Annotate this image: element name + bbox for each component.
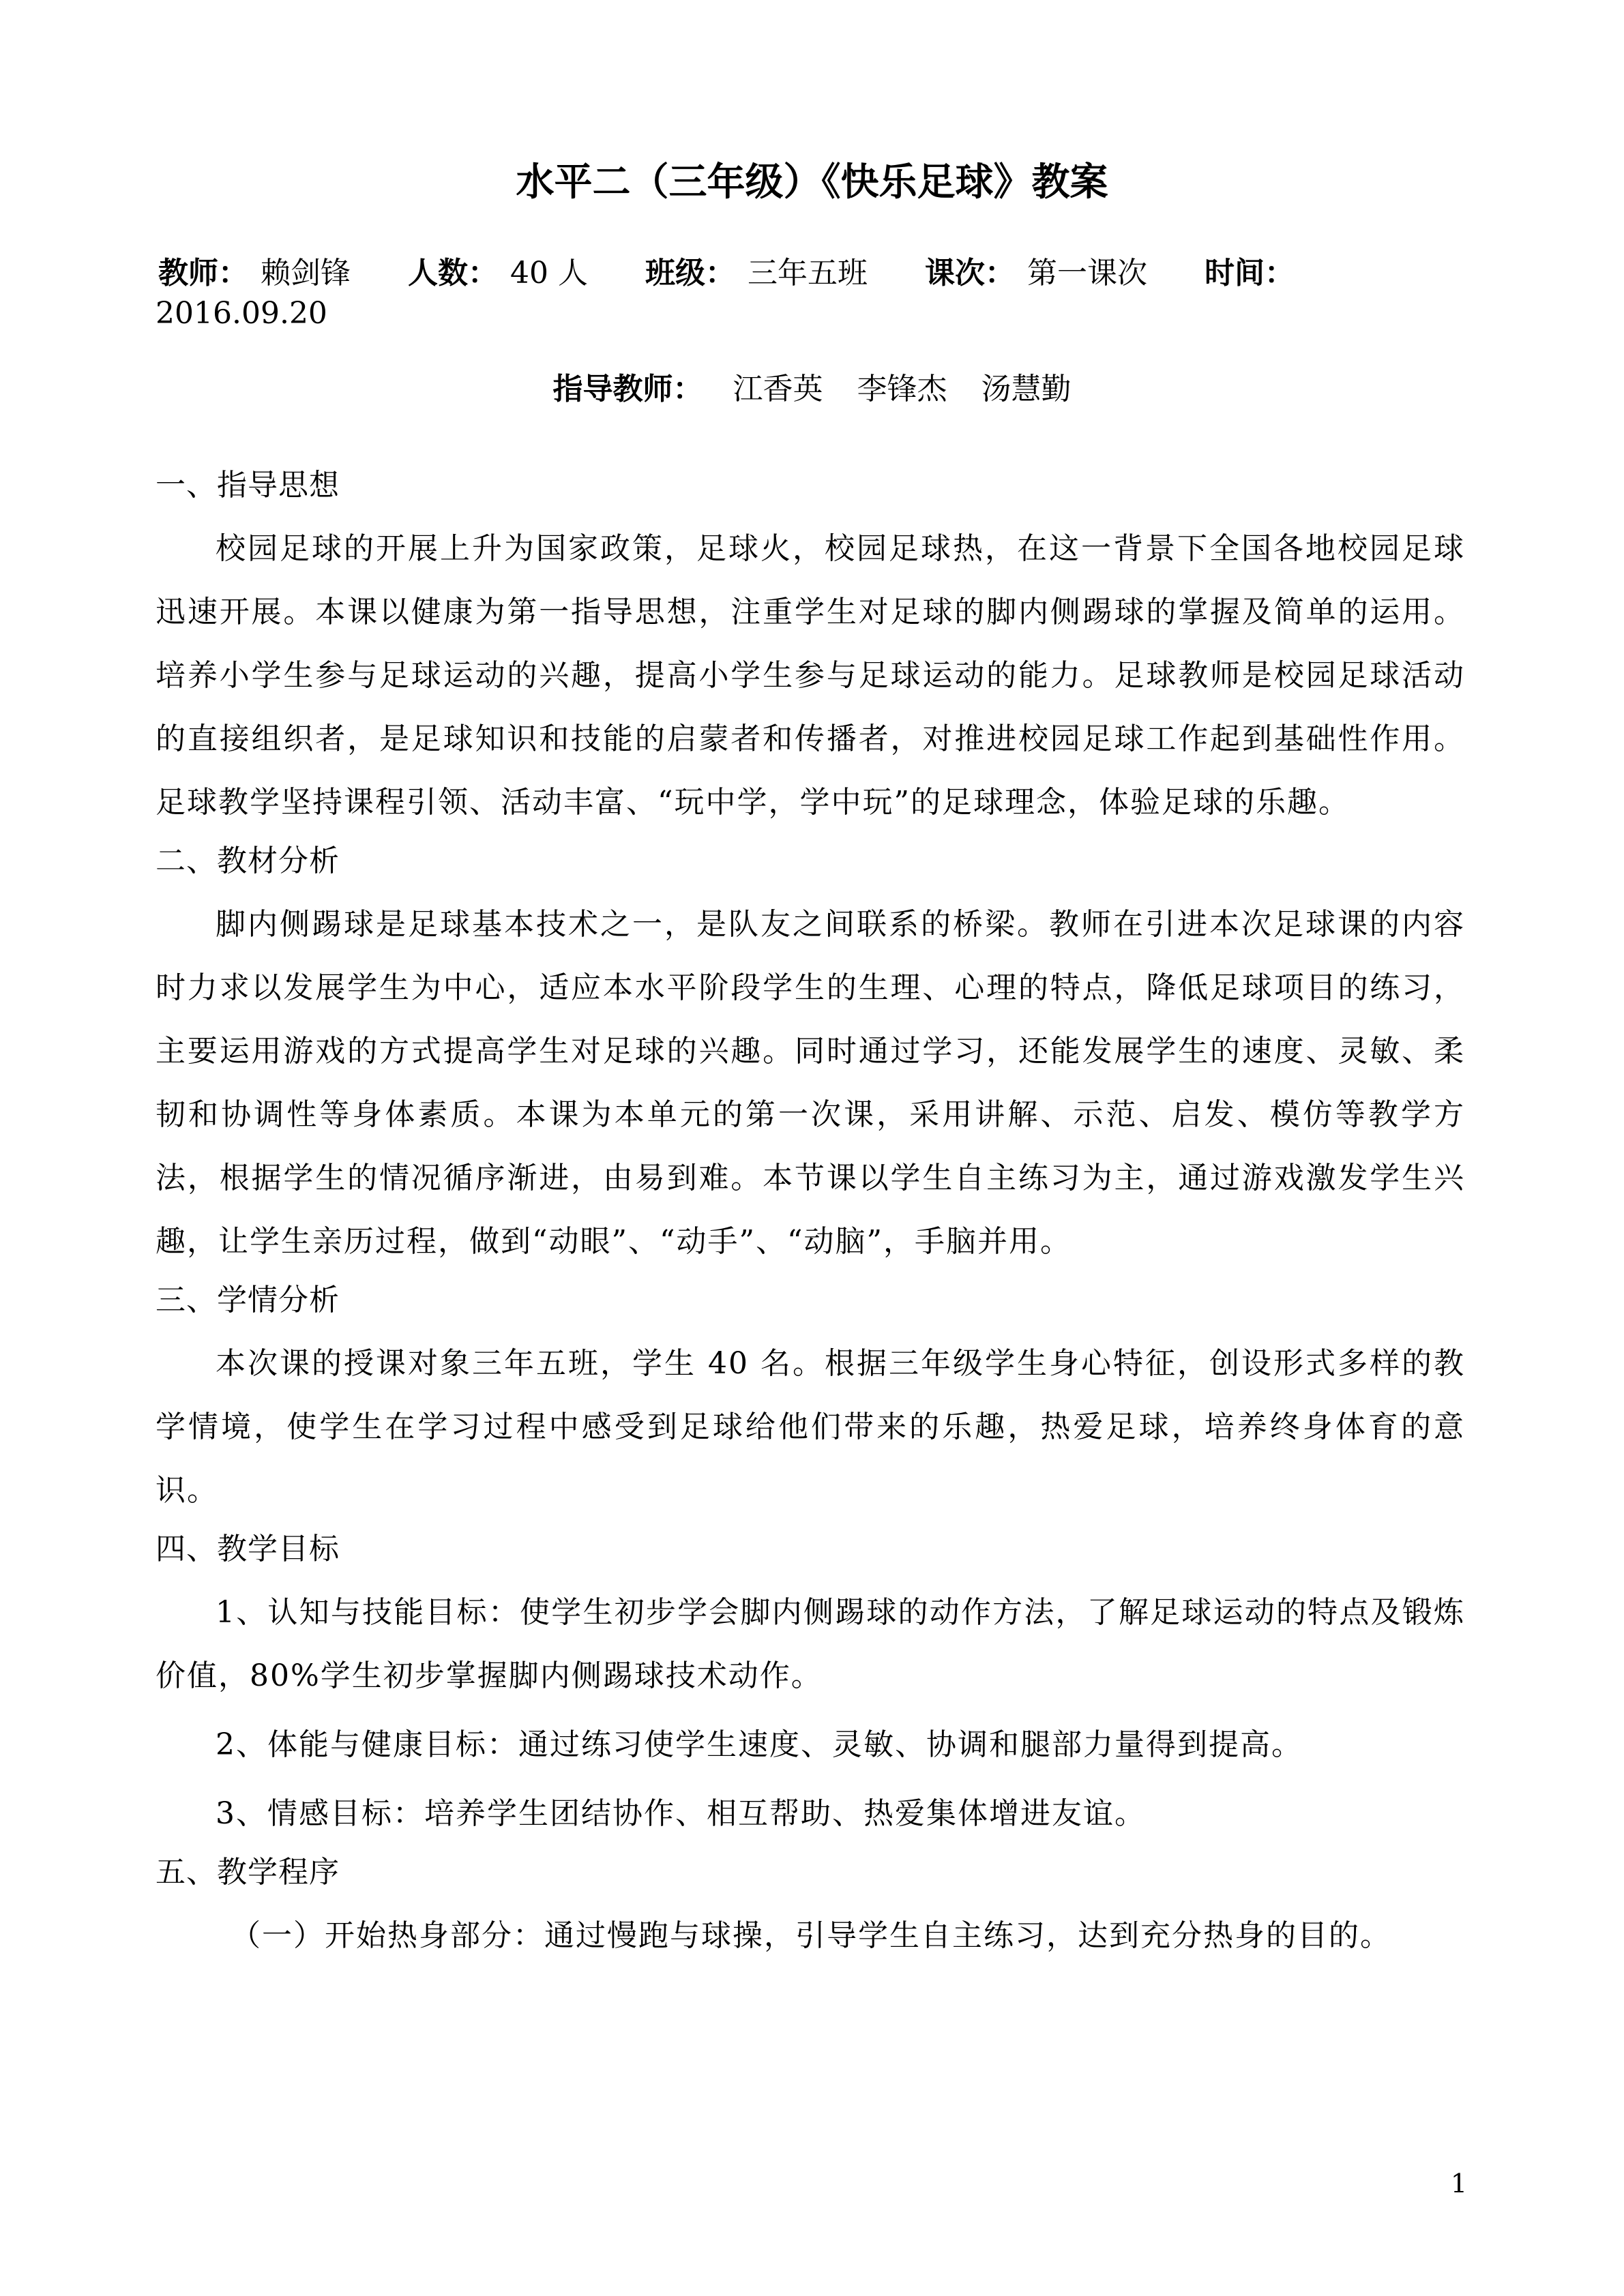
advisor-label: 指导教师：	[552, 372, 703, 406]
advisor-name: 江香英	[733, 372, 823, 406]
goal-fitness-health: 2、体能与健康目标：通过练习使学生速度、灵敏、协调和腿部力量得到提高。	[216, 1727, 1303, 1762]
section-body-material-analysis: 脚内侧踢球是足球基本技术之一，是队友之间联系的桥梁。教师在引进本次足球课的内容时力求以发展学生为中心，适应本水平阶段学生的生理、心理的特点，降低足球项目的练习，主要运用游戏的方式提高学生对足球的兴趣。同时通过学习，还能发展学生的速度、灵敏、柔韧和协调性等身体素质。本课为本单元的第一次课，采用讲解、示范、启发、模仿等教学方法，根据学生的情况循序渐进，由易到难。本节课以学生自主练习为主，通过游戏激发学生兴趣，让学生亲历过程，做到“动眼”、“动手”、“动脑”，手脑并用。	[156, 907, 1465, 1259]
class-label: 班级：	[645, 256, 735, 290]
teacher-value: 赖剑锋	[261, 256, 351, 290]
teacher-field	[158, 256, 351, 290]
lesson-value: 第一课次	[1027, 256, 1147, 290]
document-body	[156, 464, 1465, 1973]
document-title: 水平二（三年级）《快乐足球》教案	[516, 160, 1108, 205]
section-body-student-analysis: 本次课的授课对象三年五班，学生 40 名。根据三年级学生身心特征，创设形式多样的教学情境，使学生在学习过程中感受到足球给他们带来的乐趣，热爱足球，培养终身体育的意识。	[156, 1346, 1465, 1508]
section-heading-guiding-ideology: 一、指导思想	[156, 468, 340, 503]
advisor-line	[0, 368, 1624, 411]
section-heading-student-analysis: 三、学情分析	[156, 1283, 340, 1317]
class-field	[645, 256, 868, 290]
procedure-part-warmup: （一）开始热身部分：通过慢跑与球操，引导学生自主练习，达到充分热身的目的。	[231, 1918, 1391, 1953]
section-heading-teaching-procedure: 五、教学程序	[156, 1855, 340, 1890]
time-label: 时间：	[1204, 256, 1295, 290]
goal-emotional: 3、情感目标：培养学生团结协作、相互帮助、热爱集体增进友谊。	[216, 1796, 1146, 1831]
count-label: 人数：	[408, 256, 498, 290]
section-body-guiding-ideology: 校园足球的开展上升为国家政策，足球火，校园足球热，在这一背景下全国各地校园足球迅速开展。本课以健康为第一指导思想，注重学生对足球的脚内侧踢球的掌握及简单的运用。培养小学生参与足球运动的兴趣，提高小学生参与足球运动的能力。足球教师是校园足球活动的直接组织者，是足球知识和技能的启蒙者和传播者，对推进校园足球工作起到基础性作用。足球教学坚持课程引领、活动丰富、“玩中学，学中玩”的足球理念，体验足球的乐趣。	[156, 531, 1465, 820]
count-value: 40 人	[510, 256, 588, 290]
lesson-field	[925, 256, 1147, 290]
section-heading-teaching-goals: 四、教学目标	[156, 1532, 340, 1566]
lesson-label: 课次：	[924, 256, 1015, 290]
goal-cognitive-skill: 1、认知与技能目标：使学生初步学会脚内侧踢球的动作方法，了解足球运动的特点及锻炼价值，80%学生初步掌握脚内侧踢球技术动作。	[156, 1595, 1465, 1693]
class-value: 三年五班	[747, 256, 868, 290]
date-value: 2016.09.20	[156, 296, 327, 331]
lesson-info-line	[158, 252, 1295, 295]
count-field	[408, 256, 588, 290]
advisor-name: 李锋杰	[857, 372, 947, 406]
section-heading-material-analysis: 二、教材分析	[156, 844, 340, 878]
advisor-name: 汤慧勤	[981, 372, 1072, 406]
teacher-label: 教师：	[158, 256, 248, 290]
page-number: 1	[1450, 2168, 1467, 2198]
